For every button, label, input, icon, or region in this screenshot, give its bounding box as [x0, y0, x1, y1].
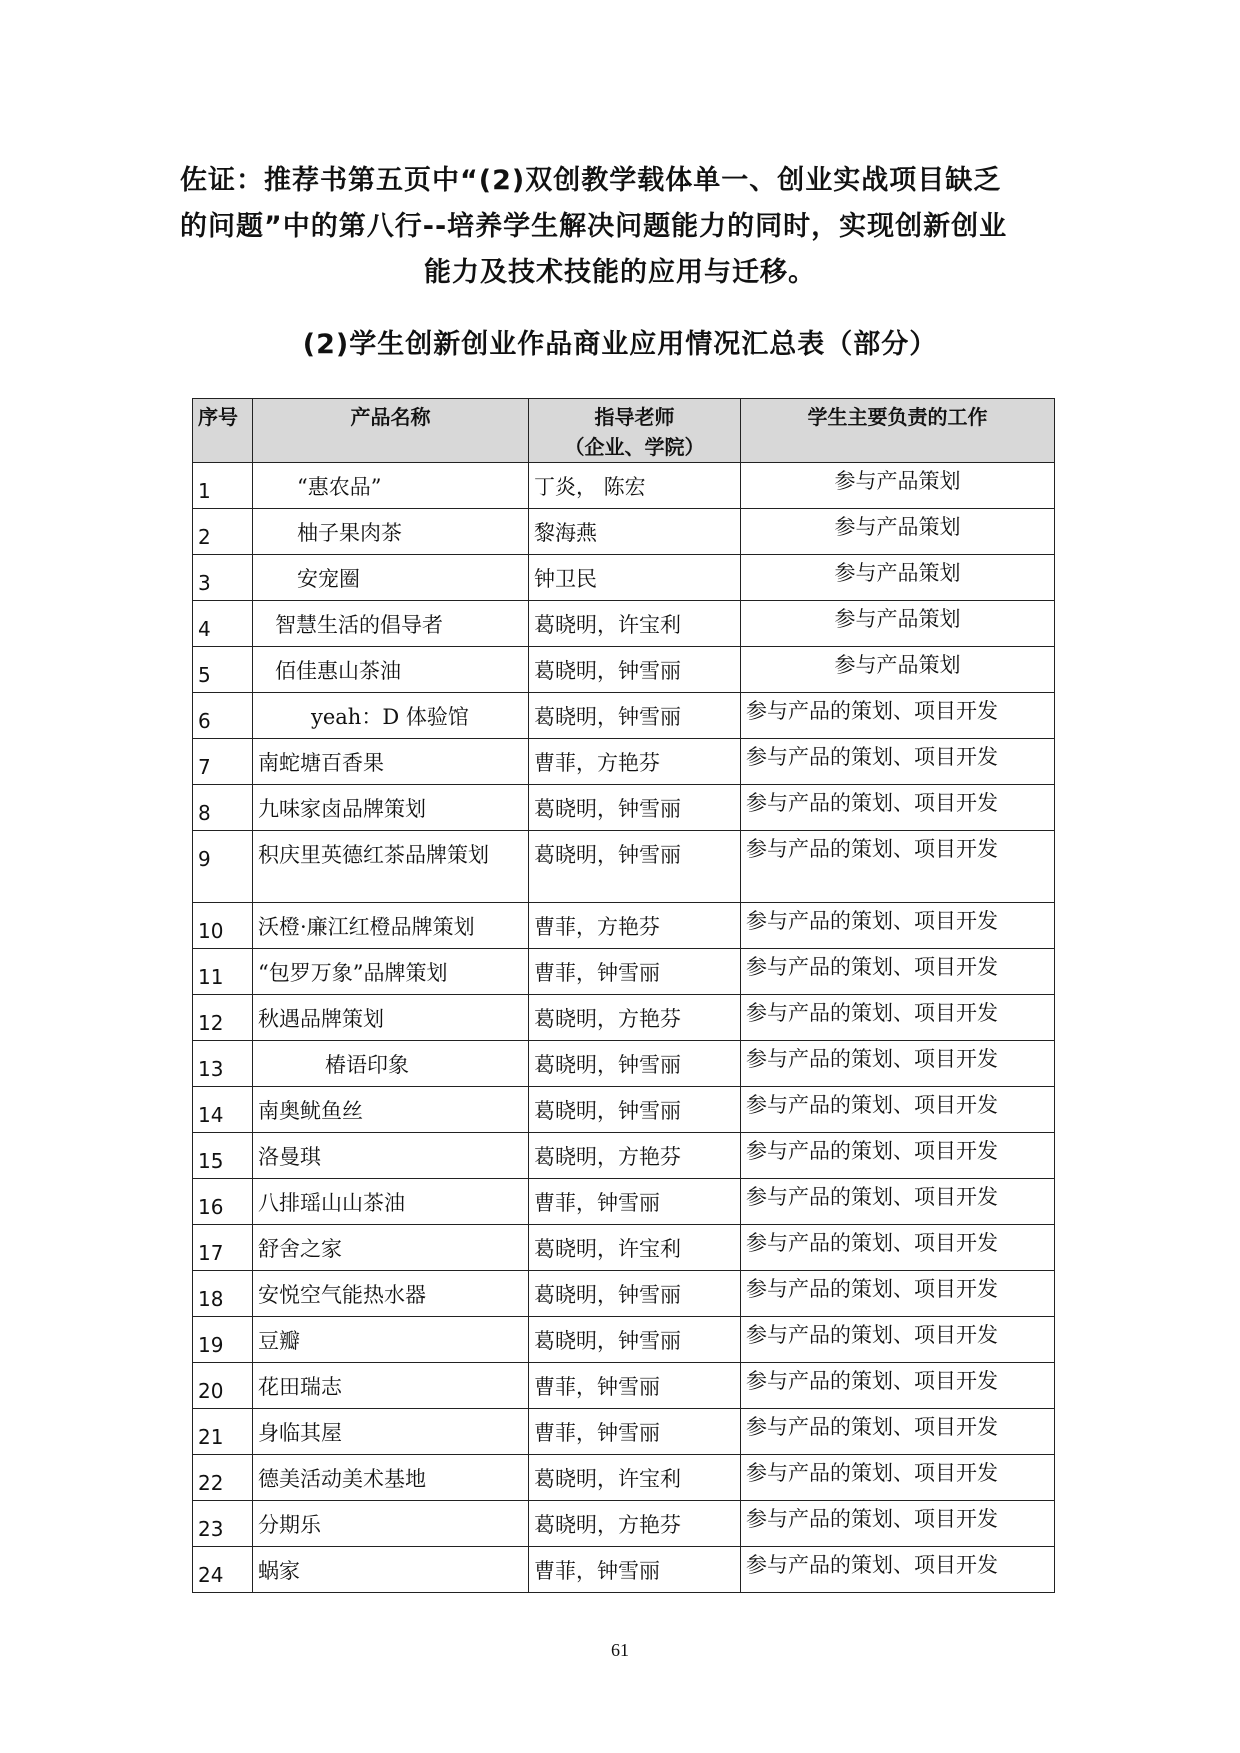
row-work: 参与产品的策划、项目开发: [741, 903, 1055, 949]
row-product: 佰佳惠山茶油: [253, 647, 529, 693]
row-product: 椿语印象: [253, 1041, 529, 1087]
row-work: 参与产品的策划、项目开发: [741, 1271, 1055, 1317]
row-product: 安悦空气能热水器: [253, 1271, 529, 1317]
row-index: 11: [193, 949, 253, 995]
row-index: 20: [193, 1363, 253, 1409]
header-product: 产品名称: [253, 399, 529, 463]
table-row: [193, 1041, 1055, 1087]
table-row: [193, 463, 1055, 509]
table-row: [193, 1179, 1055, 1225]
row-work: 参与产品的策划、项目开发: [741, 785, 1055, 831]
row-product: 南蛇塘百香果: [253, 739, 529, 785]
row-work: 参与产品的策划、项目开发: [741, 1041, 1055, 1087]
table-row: [193, 509, 1055, 555]
row-index: 16: [193, 1179, 253, 1225]
header-mentor-line2: （企业、学院）: [564, 435, 705, 459]
row-mentor: 葛晓明，钟雪丽: [529, 1317, 741, 1363]
row-work: 参与产品的策划、项目开发: [741, 1179, 1055, 1225]
row-product: 舒舍之家: [253, 1225, 529, 1271]
row-work: 参与产品的策划、项目开发: [741, 995, 1055, 1041]
table-body: [193, 463, 1055, 1593]
row-mentor: 葛晓明，方艳芬: [529, 995, 741, 1041]
row-mentor: 曹菲，钟雪丽: [529, 949, 741, 995]
evidence-intro: [180, 158, 1060, 296]
row-product: 沃橙·廉江红橙品牌策划: [253, 903, 529, 949]
table-row: [193, 1317, 1055, 1363]
row-work: 参与产品策划: [741, 647, 1055, 693]
row-index: 3: [193, 555, 253, 601]
row-product: 智慧生活的倡导者: [253, 601, 529, 647]
row-mentor: 葛晓明，许宝利: [529, 1225, 741, 1271]
row-product: 洛曼琪: [253, 1133, 529, 1179]
row-mentor: 曹菲，钟雪丽: [529, 1179, 741, 1225]
table-row: [193, 1271, 1055, 1317]
row-mentor: 葛晓明，钟雪丽: [529, 1041, 741, 1087]
row-index: 15: [193, 1133, 253, 1179]
row-work: 参与产品的策划、项目开发: [741, 1363, 1055, 1409]
row-mentor: 钟卫民: [529, 555, 741, 601]
table-caption: (2)学生创新创业作品商业应用情况汇总表（部分）: [302, 329, 938, 360]
header-mentor: [529, 399, 741, 463]
row-mentor: 曹菲，方艳芬: [529, 903, 741, 949]
row-work: 参与产品的策划、项目开发: [741, 1087, 1055, 1133]
row-product: yeah：D 体验馆: [253, 693, 529, 739]
row-work: 参与产品策划: [741, 463, 1055, 509]
table-row: [193, 1409, 1055, 1455]
row-product: 秋遇品牌策划: [253, 995, 529, 1041]
row-index: 5: [193, 647, 253, 693]
row-index: 14: [193, 1087, 253, 1133]
page-number: 61: [611, 1640, 629, 1660]
row-mentor: 葛晓明，钟雪丽: [529, 1087, 741, 1133]
intro-line-2: 的问题”中的第八行--培养学生解决问题能力的同时，实现创新创业: [180, 211, 1008, 242]
row-index: 6: [193, 693, 253, 739]
table-row: [193, 647, 1055, 693]
table-row: [193, 1455, 1055, 1501]
row-product: 积庆里英德红茶品牌策划: [253, 831, 529, 903]
table-row: [193, 555, 1055, 601]
row-work: 参与产品策划: [741, 601, 1055, 647]
row-work: 参与产品策划: [741, 555, 1055, 601]
row-index: 1: [193, 463, 253, 509]
row-product: 豆瓣: [253, 1317, 529, 1363]
row-mentor: 丁炎， 陈宏: [529, 463, 741, 509]
row-work: 参与产品的策划、项目开发: [741, 693, 1055, 739]
row-mentor: 葛晓明，钟雪丽: [529, 1271, 741, 1317]
row-index: 9: [193, 831, 253, 903]
row-mentor: 曹菲，钟雪丽: [529, 1409, 741, 1455]
row-mentor: 葛晓明，方艳芬: [529, 1501, 741, 1547]
row-mentor: 葛晓明，钟雪丽: [529, 647, 741, 693]
row-product: 八排瑶山山茶油: [253, 1179, 529, 1225]
header-work: 学生主要负责的工作: [741, 399, 1055, 463]
row-work: 参与产品的策划、项目开发: [741, 739, 1055, 785]
row-work: 参与产品策划: [741, 509, 1055, 555]
row-index: 17: [193, 1225, 253, 1271]
row-index: 12: [193, 995, 253, 1041]
row-product: 蜗家: [253, 1547, 529, 1593]
row-product: 九味家卤品牌策划: [253, 785, 529, 831]
table-row: [193, 739, 1055, 785]
row-mentor: 葛晓明，许宝利: [529, 1455, 741, 1501]
row-mentor: 曹菲，钟雪丽: [529, 1363, 741, 1409]
row-index: 19: [193, 1317, 253, 1363]
row-work: 参与产品的策划、项目开发: [741, 1501, 1055, 1547]
row-index: 24: [193, 1547, 253, 1593]
table-row: [193, 903, 1055, 949]
row-work: 参与产品的策划、项目开发: [741, 1133, 1055, 1179]
table-row: [193, 1225, 1055, 1271]
header-index: 序号: [193, 399, 253, 463]
row-work: 参与产品的策划、项目开发: [741, 1455, 1055, 1501]
row-work: 参与产品的策划、项目开发: [741, 1547, 1055, 1593]
table-row: [193, 1133, 1055, 1179]
row-index: 23: [193, 1501, 253, 1547]
row-index: 21: [193, 1409, 253, 1455]
table-row: [193, 949, 1055, 995]
intro-line-3: 能力及技术技能的应用与迁移。: [424, 257, 816, 288]
row-product: 分期乐: [253, 1501, 529, 1547]
row-mentor: 曹菲，钟雪丽: [529, 1547, 741, 1593]
row-index: 8: [193, 785, 253, 831]
row-work: 参与产品的策划、项目开发: [741, 949, 1055, 995]
row-mentor: 曹菲，方艳芬: [529, 739, 741, 785]
row-product: 身临其屋: [253, 1409, 529, 1455]
row-index: 22: [193, 1455, 253, 1501]
table-row: [193, 1547, 1055, 1593]
row-index: 10: [193, 903, 253, 949]
row-index: 2: [193, 509, 253, 555]
row-index: 4: [193, 601, 253, 647]
row-mentor: 葛晓明，钟雪丽: [529, 831, 741, 903]
row-index: 18: [193, 1271, 253, 1317]
table-row: [193, 1501, 1055, 1547]
table-row: [193, 601, 1055, 647]
table-row: [193, 785, 1055, 831]
row-product: 柚子果肉茶: [253, 509, 529, 555]
row-mentor: 黎海燕: [529, 509, 741, 555]
row-work: 参与产品的策划、项目开发: [741, 1317, 1055, 1363]
row-mentor: 葛晓明，钟雪丽: [529, 785, 741, 831]
works-summary-table: [192, 398, 1055, 1593]
row-mentor: 葛晓明，钟雪丽: [529, 693, 741, 739]
row-work: 参与产品的策划、项目开发: [741, 1409, 1055, 1455]
row-mentor: 葛晓明，许宝利: [529, 601, 741, 647]
table-row: [193, 995, 1055, 1041]
row-product: 花田瑞志: [253, 1363, 529, 1409]
row-mentor: 葛晓明，方艳芬: [529, 1133, 741, 1179]
table-row: [193, 1087, 1055, 1133]
row-product: 安宠圈: [253, 555, 529, 601]
row-product: 德美活动美术基地: [253, 1455, 529, 1501]
table-header-row: [193, 399, 1055, 463]
row-work: 参与产品的策划、项目开发: [741, 1225, 1055, 1271]
table-row: [193, 1363, 1055, 1409]
header-mentor-line1: 指导老师: [594, 405, 675, 429]
row-work: 参与产品的策划、项目开发: [741, 831, 1055, 903]
row-product: 南奥鱿鱼丝: [253, 1087, 529, 1133]
row-index: 13: [193, 1041, 253, 1087]
table-row: [193, 831, 1055, 903]
row-product: “惠农品”: [253, 463, 529, 509]
table-row: [193, 693, 1055, 739]
intro-line-1: 佐证：推荐书第五页中“(2)双创教学载体单一、创业实战项目缺乏: [180, 165, 1002, 196]
row-product: “包罗万象”品牌策划: [253, 949, 529, 995]
row-index: 7: [193, 739, 253, 785]
